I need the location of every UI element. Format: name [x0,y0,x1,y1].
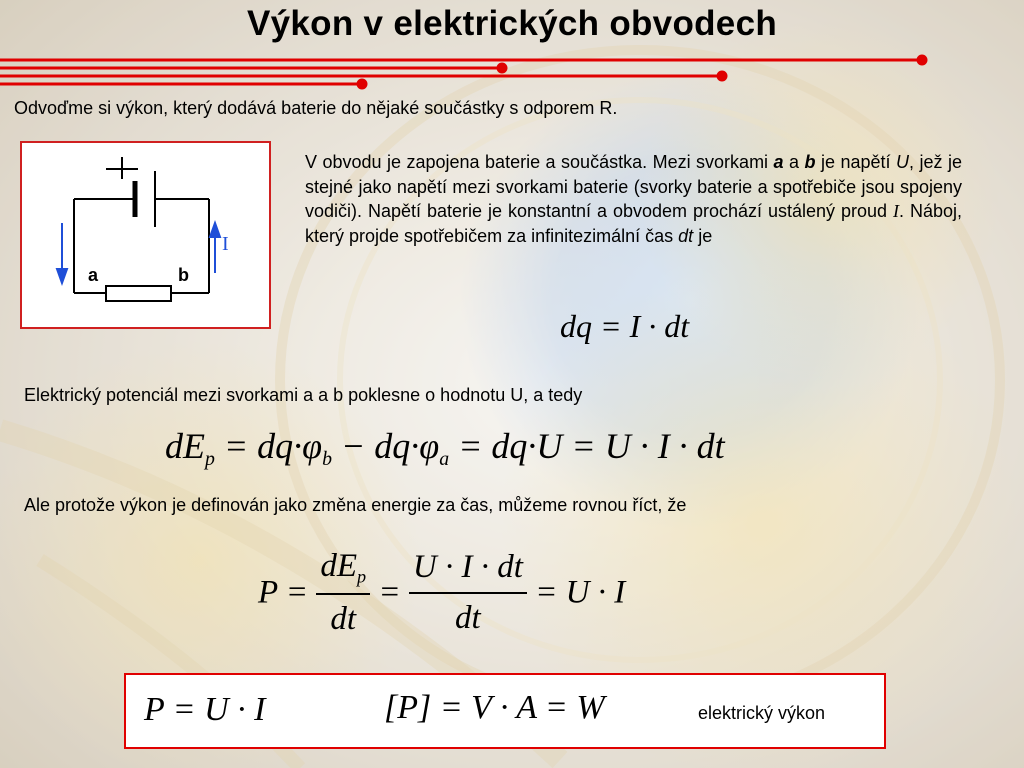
desc-current-symbol: I [892,201,899,221]
potential-text: Elektrický potenciál mezi svorkami a a b poklesne o hodnotu U, a tedy [24,385,583,405]
eq2-lhs-sub: p [205,447,215,470]
desc-text-3: je napětí [815,152,897,172]
summary-units: [P] = V · A = W [384,689,605,726]
description-paragraph [305,150,962,248]
eq3-lhs: P = [258,574,309,611]
arrow-down-icon [57,269,67,283]
desc-text-2: a [783,152,805,172]
eq2-lhs: dE [165,426,205,466]
eq3-fraction-1 [316,548,370,638]
intro-text: Odvoďme si výkon, který dodává baterie do nějaké součástky s odporem R. [14,98,618,118]
equation-power [258,548,625,638]
terminal-a-label: a [88,265,99,285]
equation-energy [165,425,725,471]
eq3-f1-num: dE [320,548,358,584]
eq3-rest: = U · I [535,574,626,611]
circuit-svg [22,143,269,327]
summary-formula: P = U · I [144,691,266,728]
circuit-diagram [20,141,271,329]
desc-text-4: , jež je stejné jako napětí mezi svorkami baterie (svorky baterie a spotřebiče jsou spojeny vodiči). Napětí baterie je konstantní a obvodem prochází ustálený proud [305,152,963,221]
resistor [106,286,171,301]
desc-terminal-a: a [773,152,784,172]
eq3-f2-num: U · I · dt [409,549,527,594]
eq3-f1-den: dt [330,601,357,638]
slide-title: Výkon v elektrických obvodech [246,4,778,43]
desc-dt-symbol: dt [678,225,694,246]
desc-text-1: V obvodu je zapojena baterie a součástka. Mezi svorkami [305,152,774,172]
power-text: Ale protože výkon je definován jako změna energie za čas, můžeme rovnou říct, že [24,495,687,515]
desc-voltage-symbol: U [896,152,910,172]
eq2-rest: = dq·U = U · I · dt [449,426,725,466]
eq3-fraction-2 [409,549,527,637]
desc-text-6: je [693,225,713,246]
summary-box [124,673,886,749]
terminal-b-label: b [178,265,189,285]
desc-terminal-b: b [804,152,816,172]
eq2-term1: = dq·φ [214,426,323,466]
current-label: I [222,233,229,255]
eq2-term1-sub: b [322,447,332,470]
eq3-f1-num-sub: p [357,566,367,587]
arrow-up-icon [210,223,220,237]
eq3-f2-den: dt [455,600,481,637]
eq3-equals: = [378,574,401,611]
summary-label: elektrický výkon [698,703,826,723]
desc-text-5: . Náboj, který projde spotřebičem za infinitezimální čas [305,201,962,246]
eq2-term2: − dq·φ [332,426,440,466]
eq2-term2-sub: a [439,447,450,470]
equation-charge: dq = I · dt [560,308,690,344]
plus-sign [106,157,138,179]
